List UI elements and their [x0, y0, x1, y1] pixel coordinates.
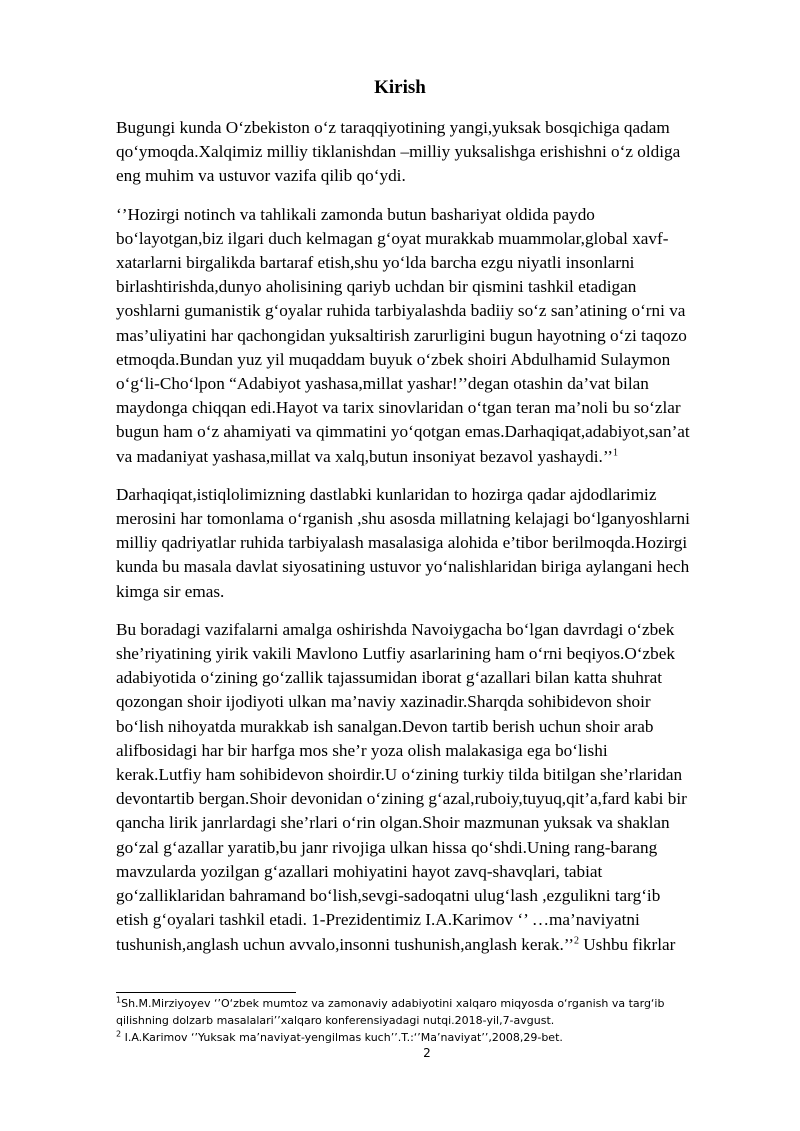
footnote-ref-2[interactable]: 2 [573, 934, 579, 946]
footnote-2 [116, 1029, 716, 1046]
footnote-1-number: 1 [116, 995, 122, 1005]
section-title: Kirish [374, 77, 426, 98]
footnote-1 [116, 995, 716, 1029]
paragraph-3 [116, 483, 690, 604]
body-text [116, 116, 690, 971]
paragraph-1-text: Bugungi kunda O‘zbekiston o‘z taraqqiyotining yangi,yuksak bosqichiga qadam qo‘ymoqda.Xalqimiz milliy tiklanishdan –milliy yuksalishga erishishni o‘z oldiga eng muhim va ustuvor vazifa qilib qo‘ydi. [116, 118, 681, 186]
paragraph-3-text: Darhaqiqat,istiqlolimizning dastlabki kunlaridan to hozirga qadar ajdodlarimiz merosini har tomonlama o‘rganish ,shu asosda millatning kelajagi bo‘lganyoshlarni milliy qadriyatlar ruhida tarbiyalash masalasiga alohida e’tibor berilmoqda.Hozirgi kunda bu masala davlat siyosatining ustuvor yo‘nalishlaridan biriga aylangani hech kimga sir emas. [116, 484, 690, 601]
page-number: 2 [423, 1046, 431, 1060]
footnote-separator [116, 992, 296, 993]
footnotes [116, 995, 716, 1046]
paragraph-1 [116, 116, 690, 189]
footnote-1-text: Sh.M.Mirziyoyev ‘’O‘zbek mumtoz va zamonaviy adabiyotini xalqaro miqyosda o‘rganish va targ‘ib qilishning dolzarb masalalari’’xalqaro konferensiyadagi nutqi.2018-yil,7-avgust. [116, 997, 665, 1027]
paragraph-4 [116, 618, 690, 957]
paragraph-2-text: ‘’Hozirgi notinch va tahlikali zamonda butun bashariyat oldida paydo bo‘layotgan,biz ilgari duch kelmagan g‘oyat murakkab muammolar,global xavf-xatarlarni birgalikda bartaraf etish,shu yo‘lda barcha ezgu niyatli insonlarni birlashtirishda,dunyo aholisining qariyb uchdan bir qismini tashkil etadigan yoshlarni gumanistik g‘oyalar ruhida tarbiyalashda badiiy so‘z san’atining o‘rni va mas’uliyatini har qachongidan yuksaltirish zarurligini bugun hayotning o‘zi taqozo etmoqda.Bundan yuz yil muqaddam buyuk o‘zbek shoiri Abdulhamid Sulaymon o‘g‘li-Cho‘lpon “Adabiyot yashasa,millat yashar!’’degan otashin da’vat bilan maydonga chiqqan edi.Hayot va tarix sinovlaridan o‘tgan teran ma’noli bu so‘zlar bugun ham o‘z ahamiyati va qimmatini yo‘qotgan emas.Darhaqiqat,adabiyot,san’at va madaniyat yashasa,millat va xalq,butun insoniyat bezavol yashaydi.’’ [116, 204, 690, 466]
paragraph-4-continuation: Ushbu fikrlar [578, 934, 676, 954]
footnote-2-text: I.A.Karimov ‘’Yuksak ma’naviyat-yengilmas kuch’’.T.:‘’Ma’naviyat’’,2008,29-bet. [121, 1031, 563, 1044]
paragraph-2 [116, 203, 690, 469]
paragraph-4-text: Bu boradagi vazifalarni amalga oshirishda Navoiygacha bo‘lgan davrdagi o‘zbek she’riyatining yirik vakili Mavlono Lutfiy asarlarining ham o‘rni beqiyos.O‘zbek adabiyotida o‘zining go‘zallik tajassumidan iborat g‘azallari bilan katta shuhrat qozongan shoir ijodiyoti ulkan ma’naviy xazinadir.Sharqda sohibidevon shoir bo‘lish nihoyatda murakkab ish sanalgan.Devon tartib berish uchun shoir arab alifbosidagi har bir harfga mos she’r yoza olish malakasiga ega bo‘lishi kerak.Lutfiy ham sohibidevon shoirdir.U o‘zining turkiy tilda bitilgan she’rlaridan devontartib bergan.Shoir devonidan o‘zining g‘azal,ruboiy,tuyuq,qit’a,fard kabi bir qancha lirik janrlardagi she’rlari o‘rin olgan.Shoir mazmunan yuksak va shaklan go‘zal g‘azallar yaratib,bu janr rivojiga ulkan hissa qo‘shdi.Uning rang-barang mavzularda yozilgan g‘azallari mohiyatini hayot zavq-shavqlari, tabiat go‘zalliklaridan bahramand bo‘lish,sevgi-sadoqatni ulug‘lash ,ezgulikni targ‘ib etish g‘oyalari tashkil etadi. 1-Prezidentimiz I.A.Karimov ‘’ …ma’naviyatni tushunish,anglash uchun avvalo,insonni tushunish,anglash kerak.’’ [116, 619, 687, 954]
footnote-2-number: 2 [116, 1029, 122, 1039]
footnote-ref-1[interactable]: 1 [613, 446, 619, 458]
